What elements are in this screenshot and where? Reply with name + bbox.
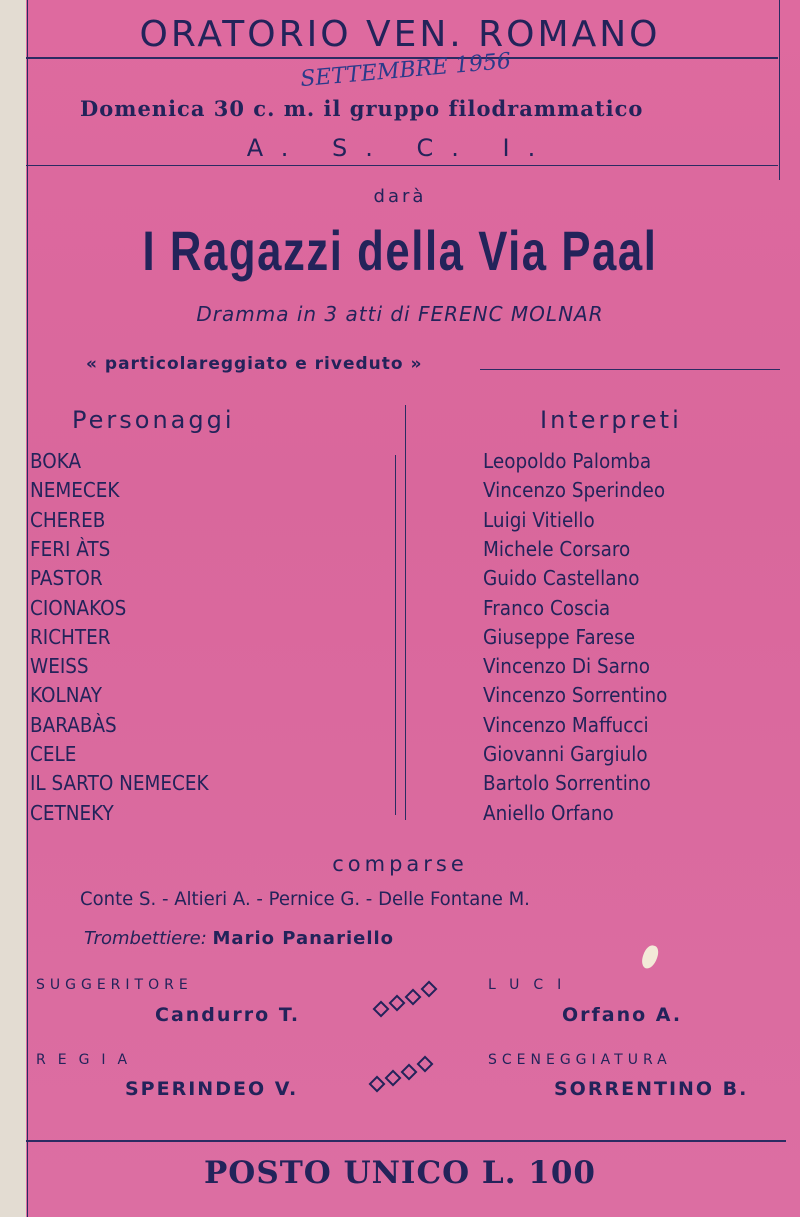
cast-actor: Vincenzo Sorrentino: [483, 683, 668, 707]
luci-name: Orfano A.: [562, 1004, 683, 1026]
paper-margin: [0, 0, 26, 1217]
actors-heading: Interpreti: [540, 406, 682, 434]
rule-under-group: [26, 165, 778, 166]
rule-above-ticket: [26, 1140, 786, 1142]
sceneggiatura-name: SORRENTINO B.: [554, 1078, 749, 1100]
cast-actor: Vincenzo Di Sarno: [483, 654, 651, 678]
cast-character: WEISS: [30, 654, 89, 678]
trombettiere: [84, 928, 394, 949]
ornament-dots-top: [372, 980, 444, 1020]
suggeritore-name: Candurro T.: [155, 1004, 301, 1026]
suggeritore-role: SUGGERITORE: [36, 977, 193, 993]
cast-actor: Michele Corsaro: [483, 537, 631, 561]
handwritten-date: SETTEMBRE 1956: [299, 48, 512, 93]
regia-name: SPERINDEO V.: [125, 1078, 299, 1100]
left-frame-line: [27, 0, 28, 1217]
cast-character: IL SARTO NEMECEK: [30, 771, 209, 795]
cast-character: FERI ÀTS: [30, 537, 111, 561]
play-title: I Ragazzi della Via Paal: [142, 219, 658, 282]
poster: [26, 0, 800, 1217]
dara-text: darà: [373, 186, 427, 207]
cast-character: KOLNAY: [30, 683, 102, 707]
cast-actor: Giuseppe Farese: [483, 625, 636, 649]
cast-actor: Franco Coscia: [483, 596, 611, 620]
trombettiere-label: Trombettiere:: [84, 928, 207, 949]
cast-character: CELE: [30, 742, 77, 766]
cast-actor: Aniello Orfano: [483, 801, 614, 825]
sceneggiatura-role: SCENEGGIATURA: [488, 1052, 672, 1068]
trombettiere-name: Mario Panariello: [212, 928, 395, 949]
header-title: ORATORIO VEN. ROMANO: [139, 14, 661, 55]
cast-actor: Vincenzo Sperindeo: [483, 478, 666, 502]
cast-actor: Luigi Vitiello: [483, 508, 595, 532]
comparse-heading: comparse: [332, 852, 468, 876]
play-subtitle: Dramma in 3 atti di FERENC MOLNAR: [196, 302, 604, 326]
characters-heading: Personaggi: [72, 406, 235, 434]
cast-actor: Vincenzo Maffucci: [483, 713, 649, 737]
cast-character: CIONAKOS: [30, 596, 127, 620]
cast-character: NEMECEK: [30, 478, 120, 502]
regia-role: REGIA: [36, 1052, 140, 1068]
cast-actor: Guido Castellano: [483, 566, 640, 590]
cast-actor: Giovanni Gargiulo: [483, 742, 648, 766]
cast-character: BOKA: [30, 449, 82, 473]
luci-role: LUCI: [488, 977, 576, 993]
ticket-price: POSTO UNICO L. 100: [204, 1155, 596, 1191]
cast-character: CHEREB: [30, 508, 106, 532]
cast-character: CETNEKY: [30, 801, 114, 825]
group-name: A. S. C. I.: [246, 134, 554, 162]
cast-character: PASTOR: [30, 566, 103, 590]
cast-actor: Bartolo Sorrentino: [483, 771, 651, 795]
column-divider-2: [395, 455, 396, 815]
rule-note: [480, 369, 780, 370]
comparse-names: Conte S. - Altieri A. - Pernice G. - Delle Fontane M.: [80, 888, 530, 910]
cast-actor: Leopoldo Palomba: [483, 449, 652, 473]
ornament-dots-bottom: [368, 1055, 440, 1095]
column-divider: [405, 405, 406, 820]
revision-note: « particolareggiato e riveduto »: [86, 354, 423, 374]
announcement: Domenica 30 c. m. il gruppo filodrammatico: [80, 96, 644, 121]
cast-character: BARABÀS: [30, 713, 117, 737]
cast-character: RICHTER: [30, 625, 111, 649]
